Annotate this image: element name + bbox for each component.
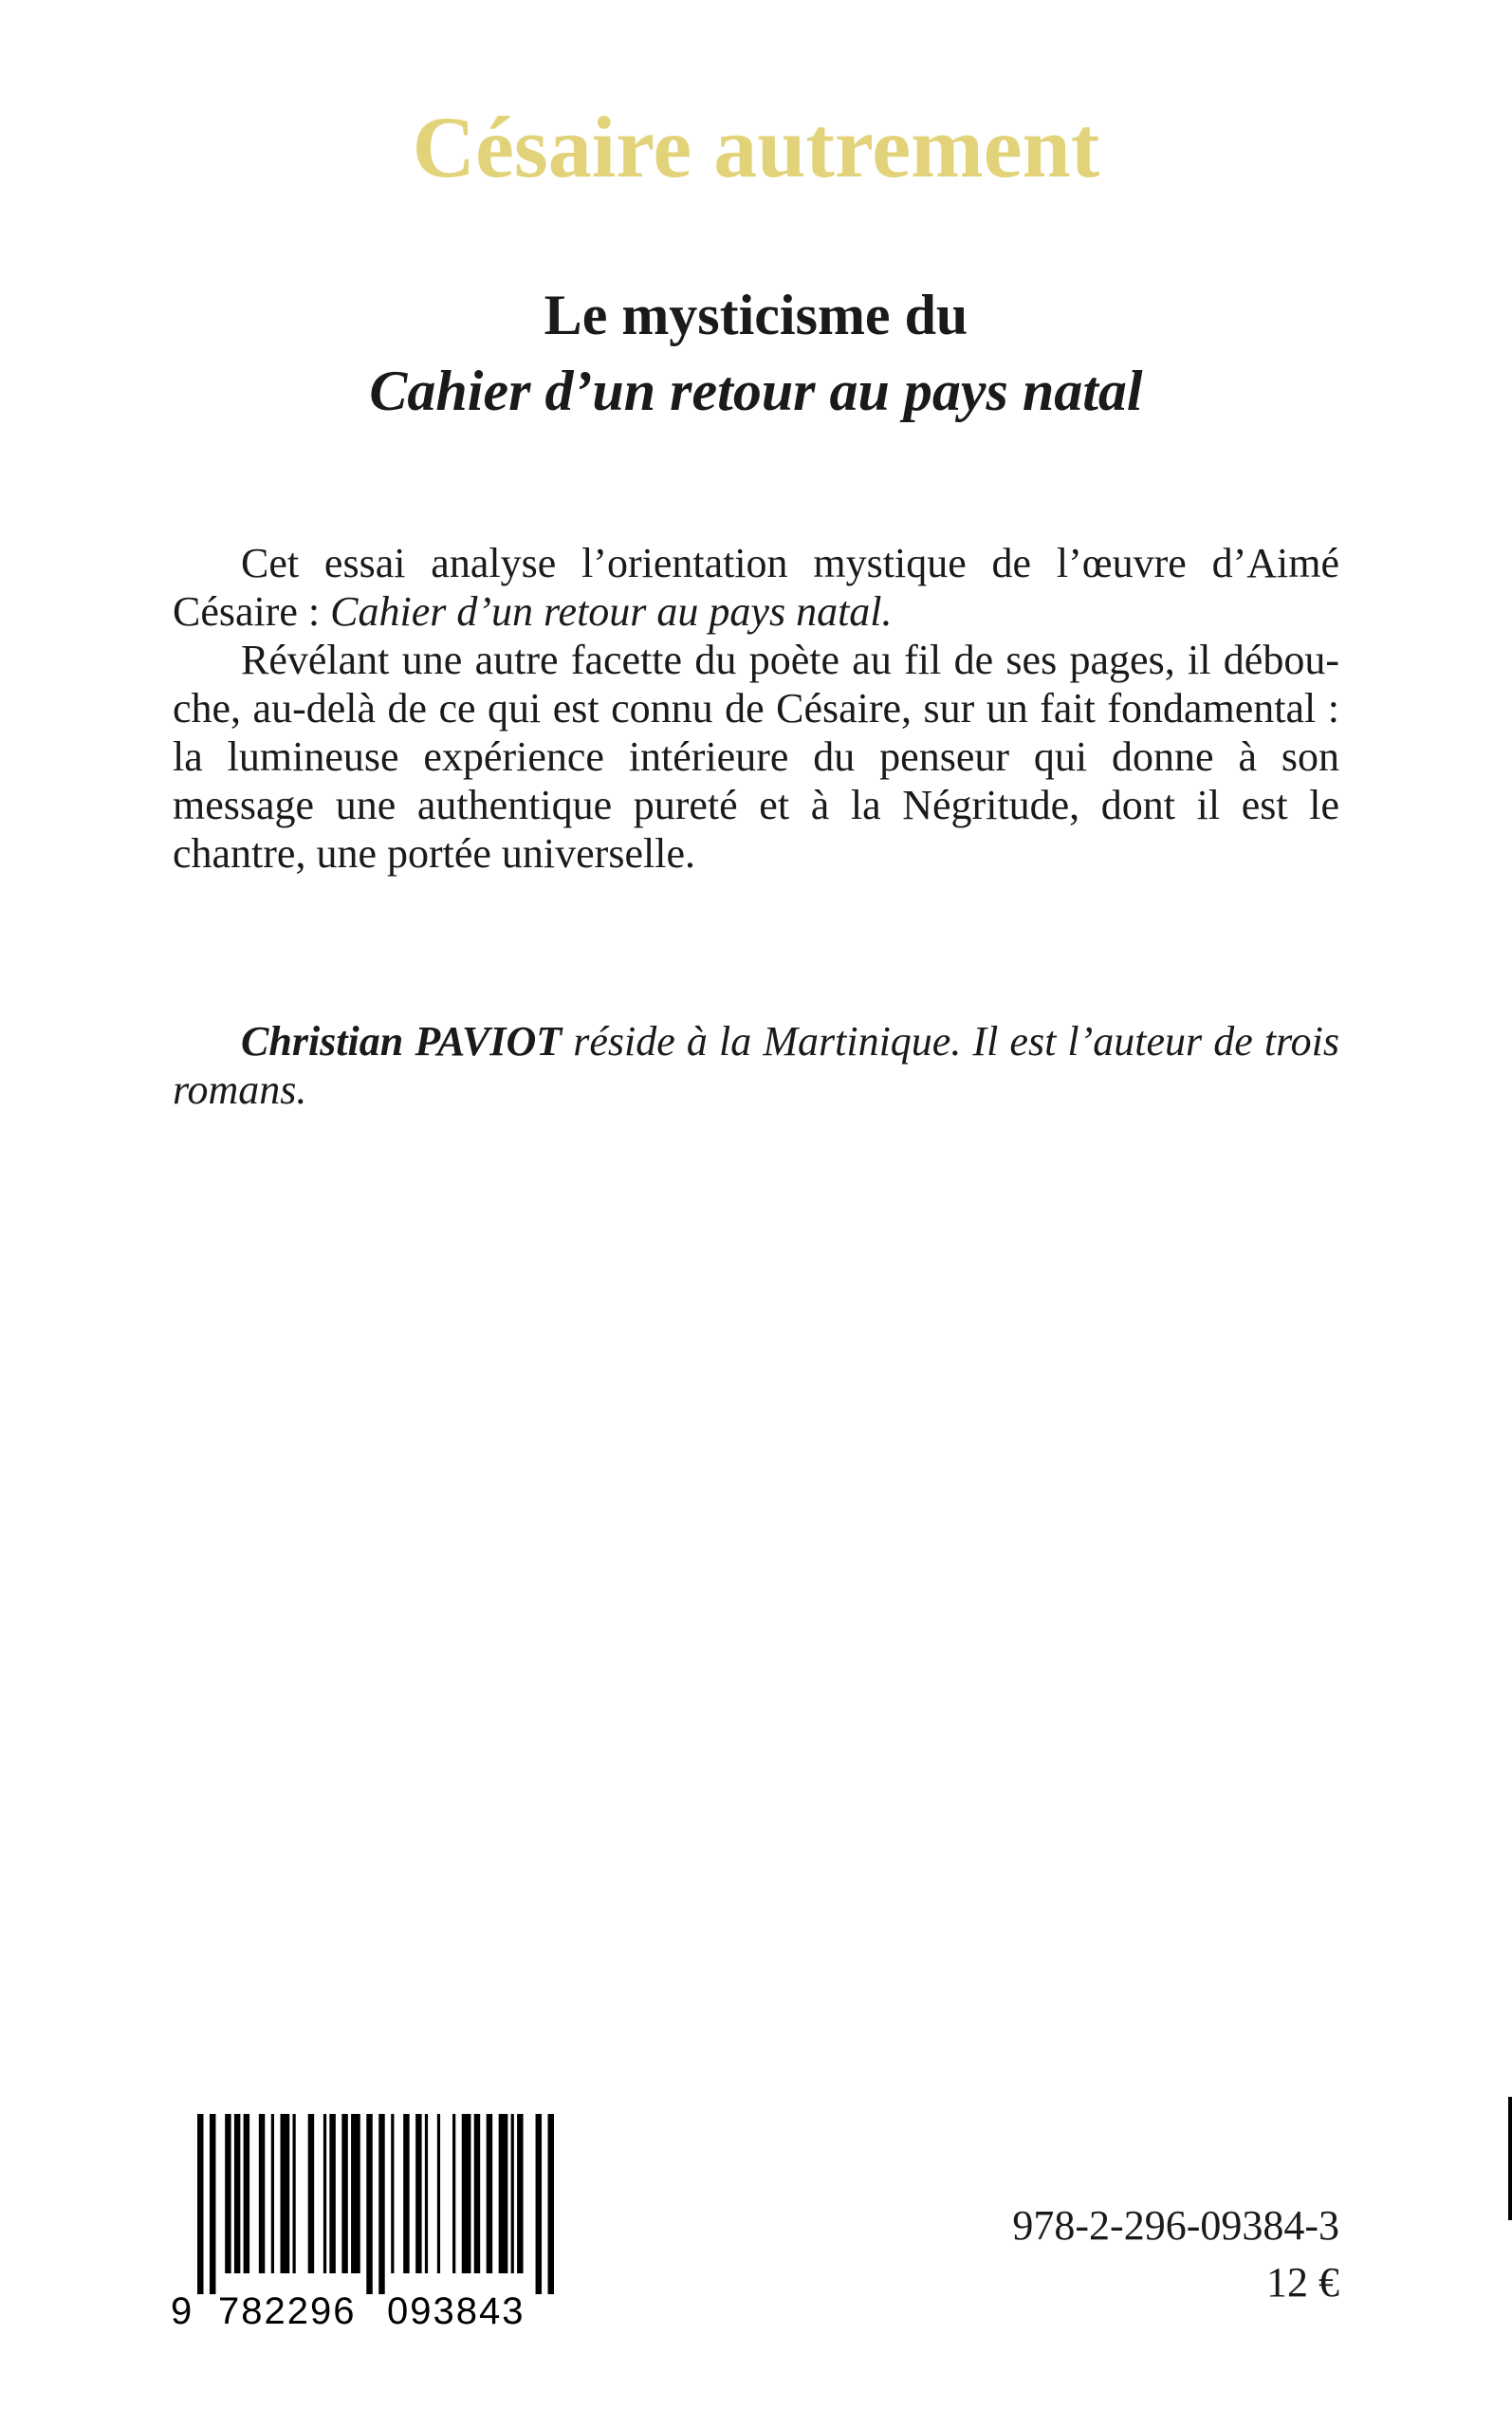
- barcode-bar-23: [474, 2114, 480, 2273]
- barcode-bar-21: [452, 2114, 455, 2273]
- barcode-bar-17: [403, 2114, 409, 2273]
- barcode-bar-20: [437, 2114, 440, 2273]
- barcode-bar-6: [271, 2114, 274, 2273]
- series-title: Césaire autrement: [412, 99, 1100, 195]
- blurb-paragraph-2: Révélant une autre facette du poète au fil de ses pages, il débouche, au-delà de ce qui est connu de Césaire, sur un fait fondamental : la lumineuse expérience intérieure du penseur qui donne à son message une authentique pureté et à la Négritude, dont il est le chantre, une portée universelle.: [173, 637, 1339, 877]
- author-bio: [173, 1017, 1339, 1114]
- isbn-number: 978-2-296-09384-3: [1012, 2202, 1339, 2249]
- barcode-bar-16: [391, 2114, 394, 2273]
- back-cover-blurb: [173, 539, 1339, 878]
- edge-mark: [1508, 2097, 1512, 2220]
- blurb-p1-text: Cet essai analyse l’orientation mystique de l’œuvre d’Aimé Césaire :: [173, 540, 1339, 635]
- barcode-bar-1: [210, 2114, 215, 2294]
- barcode-bar-12: [341, 2114, 347, 2273]
- barcode-bar-24: [487, 2114, 492, 2273]
- barcode-bar-11: [329, 2114, 335, 2273]
- barcode-bar-26: [511, 2114, 514, 2273]
- barcode-bar-0: [197, 2114, 203, 2294]
- barcode-bar-25: [499, 2114, 508, 2273]
- barcode-bar-10: [323, 2114, 326, 2273]
- barcode-bar-22: [462, 2114, 471, 2273]
- barcode-bar-27: [517, 2114, 523, 2273]
- isbn-barcode: [171, 2114, 554, 2332]
- book-subtitle: [0, 281, 1512, 425]
- blurb-p1-italic-title: Cahier d’un retour au pays natal.: [330, 588, 893, 635]
- price: 12 €: [1266, 2259, 1339, 2306]
- barcode-right-digits: 093843: [387, 2290, 526, 2332]
- barcode-bars: [197, 2114, 554, 2294]
- barcode-bar-3: [234, 2114, 240, 2273]
- barcode-first-digit: 9: [171, 2290, 194, 2332]
- barcode-bar-4: [244, 2114, 249, 2273]
- barcode-bar-5: [259, 2114, 265, 2273]
- barcode-bar-2: [225, 2114, 230, 2273]
- subtitle-line-1: Le mysticisme du: [544, 284, 968, 346]
- subtitle-line-2: Cahier d’un retour au pays natal: [369, 360, 1143, 422]
- barcode-bar-29: [548, 2114, 554, 2294]
- barcode-bar-28: [536, 2114, 542, 2294]
- barcode-left-digits: 782296: [218, 2290, 357, 2332]
- barcode-bar-18: [415, 2114, 421, 2273]
- barcode-bar-7: [281, 2114, 290, 2273]
- barcode-bar-19: [425, 2114, 428, 2273]
- barcode-bar-13: [351, 2114, 360, 2273]
- barcode-bar-9: [308, 2114, 314, 2273]
- barcode-bar-14: [366, 2114, 372, 2294]
- barcode-bar-15: [378, 2114, 384, 2294]
- blurb-paragraph-1: [173, 539, 1339, 636]
- author-bio-text: réside à la Martinique. Il est l’auteur de trois romans.: [173, 1018, 1339, 1113]
- author-name: Christian PAVIOT: [241, 1018, 562, 1065]
- barcode-bar-8: [292, 2114, 295, 2273]
